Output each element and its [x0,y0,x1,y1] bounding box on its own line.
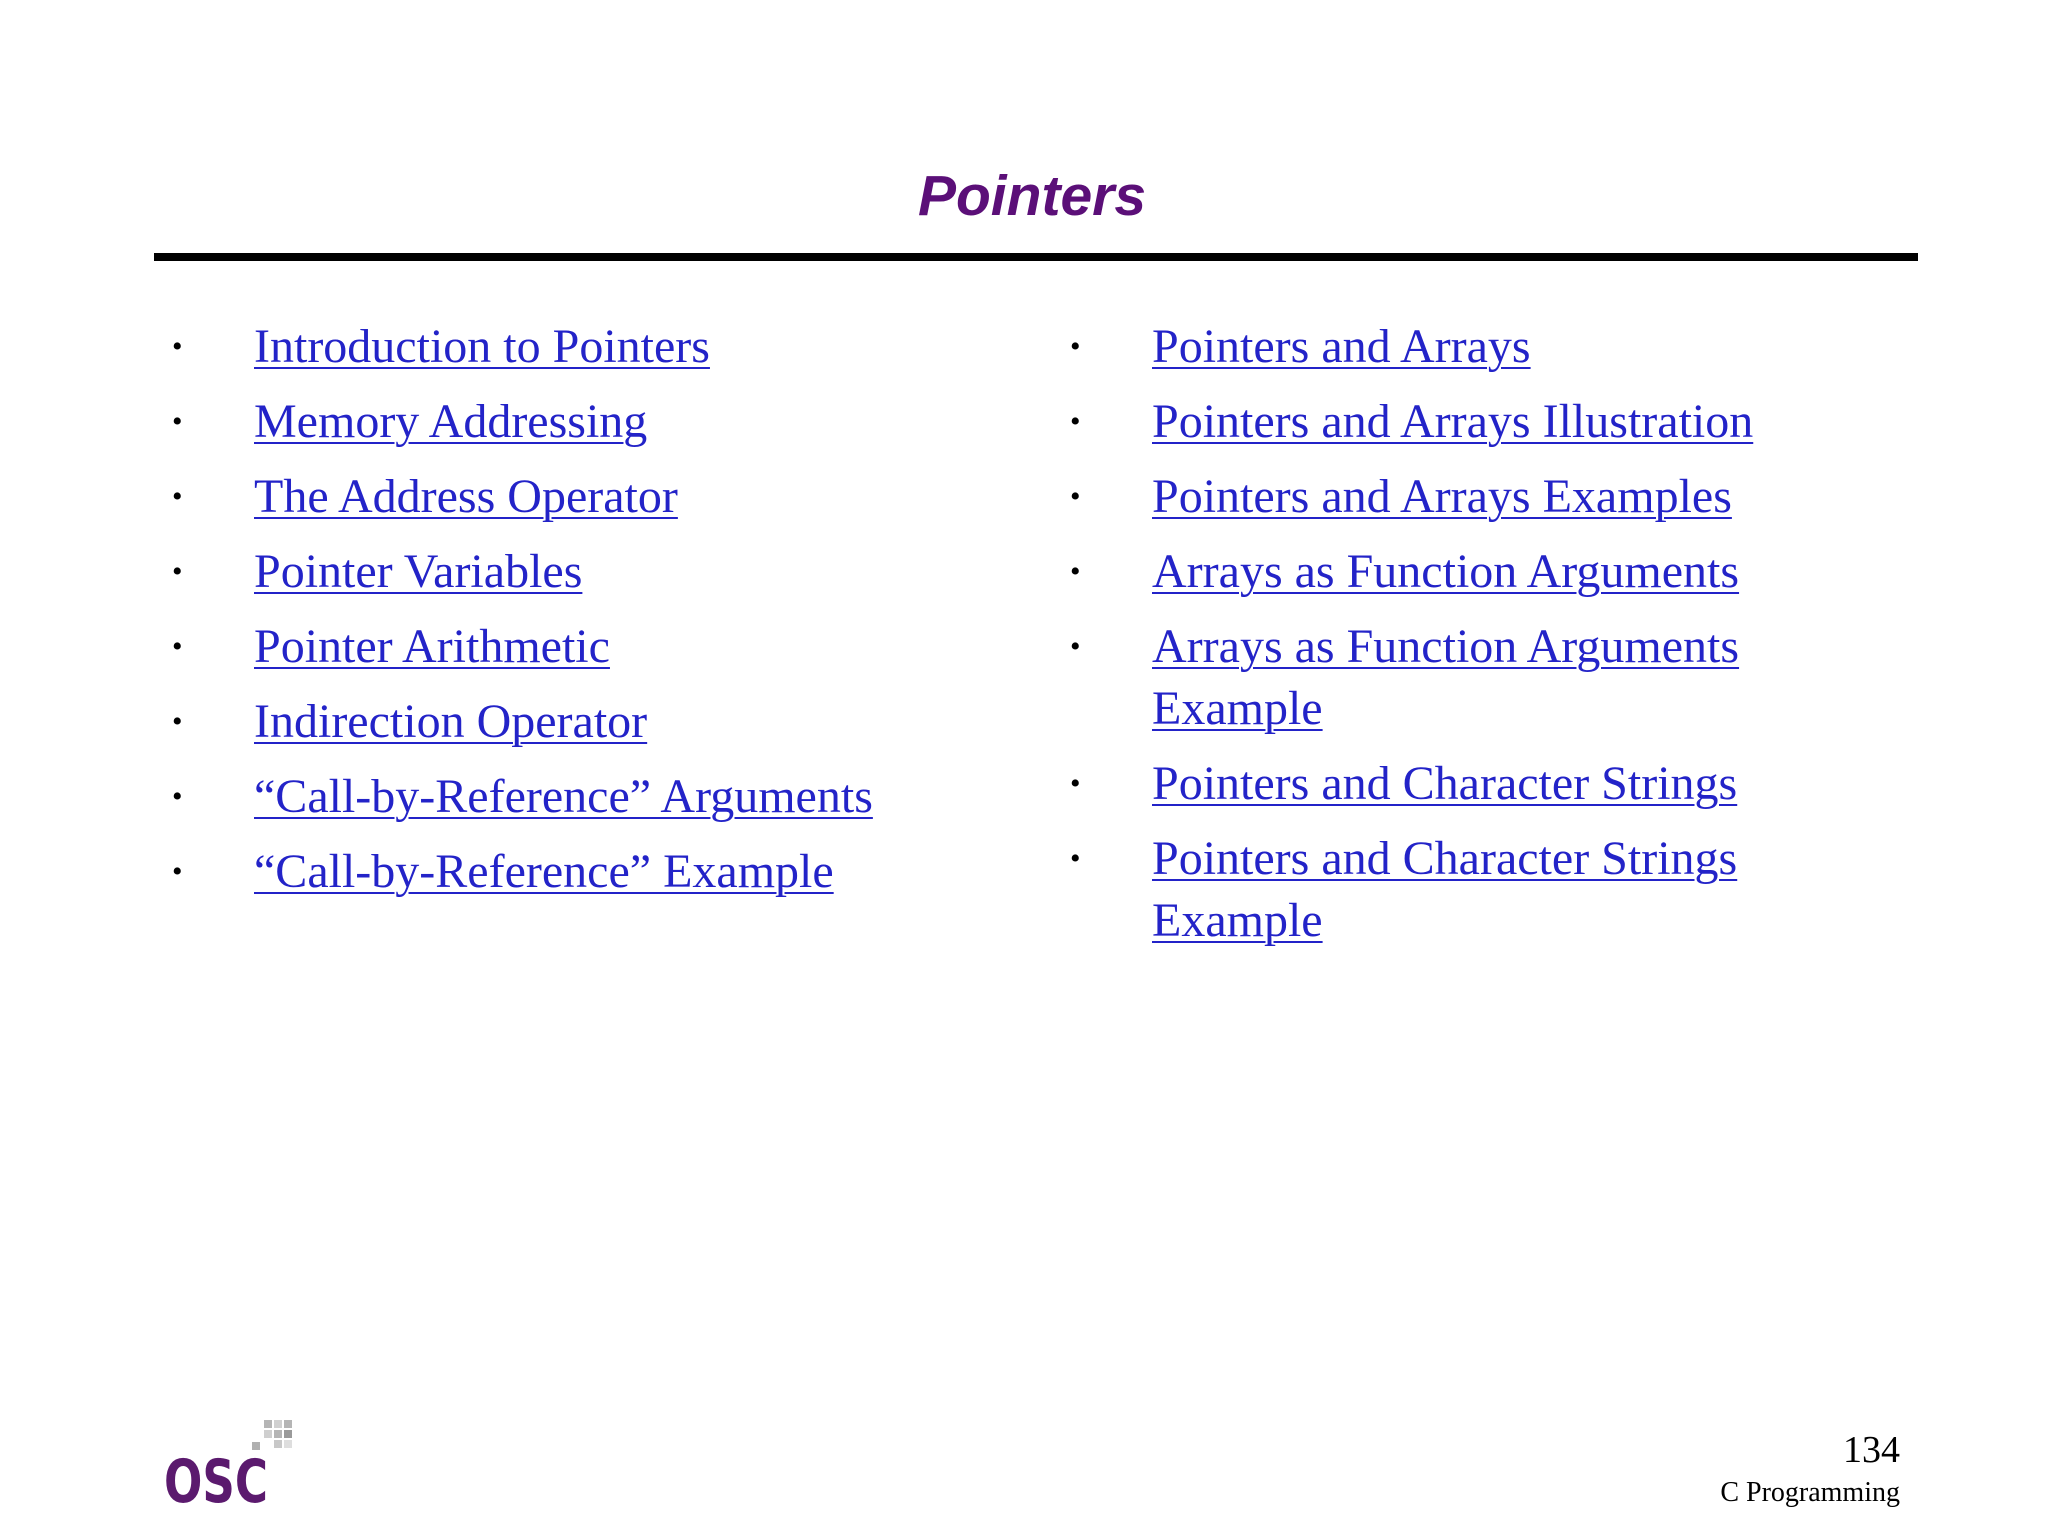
bullet: • [1070,630,1081,663]
link-pointers-and-character-strings-example[interactable]: Pointers and Character Strings Example [1152,832,1738,947]
list-item [1070,466,1950,528]
link-arrays-as-function-arguments-example[interactable]: Arrays as Function Arguments Example [1152,620,1740,735]
bullet: • [172,705,183,738]
link-call-by-reference-arguments[interactable]: “Call-by-Reference” Arguments [254,770,873,823]
bullet: • [1070,555,1081,588]
list-item [1070,541,1950,603]
bullet: • [172,480,183,513]
list-item [172,316,952,378]
bullet: • [1070,842,1081,875]
bullet: • [172,855,183,888]
topic-list-left [172,316,952,916]
link-call-by-reference-example[interactable]: “Call-by-Reference” Example [254,845,834,898]
slide-title: Pointers [917,164,1147,228]
topic-list-right [1070,316,1950,965]
link-indirection-operator[interactable]: Indirection Operator [254,695,648,748]
link-pointer-variables[interactable]: Pointer Variables [254,545,583,598]
bullet: • [172,330,183,363]
list-item [172,391,952,453]
list-item [1070,753,1950,815]
list-item [172,616,952,678]
list-item [172,466,952,528]
bullet: • [1070,405,1081,438]
logo-text: OSC [164,1447,268,1506]
link-pointer-arithmetic[interactable]: Pointer Arithmetic [254,620,610,673]
link-pointers-and-arrays-examples[interactable]: Pointers and Arrays Examples [1152,470,1732,523]
link-introduction-to-pointers[interactable]: Introduction to Pointers [254,320,710,373]
course-label: C Programming [1720,1477,1900,1508]
page-number: 134 [1843,1429,1900,1471]
list-item [1070,391,1950,453]
list-item [172,766,952,828]
link-arrays-as-function-arguments[interactable]: Arrays as Function Arguments [1152,545,1740,598]
bullet: • [1070,767,1081,800]
link-address-operator[interactable]: The Address Operator [254,470,678,523]
list-item [172,691,952,753]
link-pointers-and-arrays[interactable]: Pointers and Arrays [1152,320,1531,373]
list-item [1070,616,1950,740]
list-item [1070,316,1950,378]
link-memory-addressing[interactable]: Memory Addressing [254,395,648,448]
bullet: • [172,630,183,663]
bullet: • [172,780,183,813]
list-item [172,541,952,603]
link-pointers-and-character-strings[interactable]: Pointers and Character Strings [1152,757,1738,810]
osc-logo-icon [164,1420,300,1506]
bullet: • [1070,480,1081,513]
bullet: • [1070,330,1081,363]
link-pointers-and-arrays-illustration[interactable]: Pointers and Arrays Illustration [1152,395,1754,448]
bullet: • [172,405,183,438]
bullet: • [172,555,183,588]
list-item [172,841,952,903]
title-divider [154,253,1918,261]
list-item [1070,828,1950,952]
